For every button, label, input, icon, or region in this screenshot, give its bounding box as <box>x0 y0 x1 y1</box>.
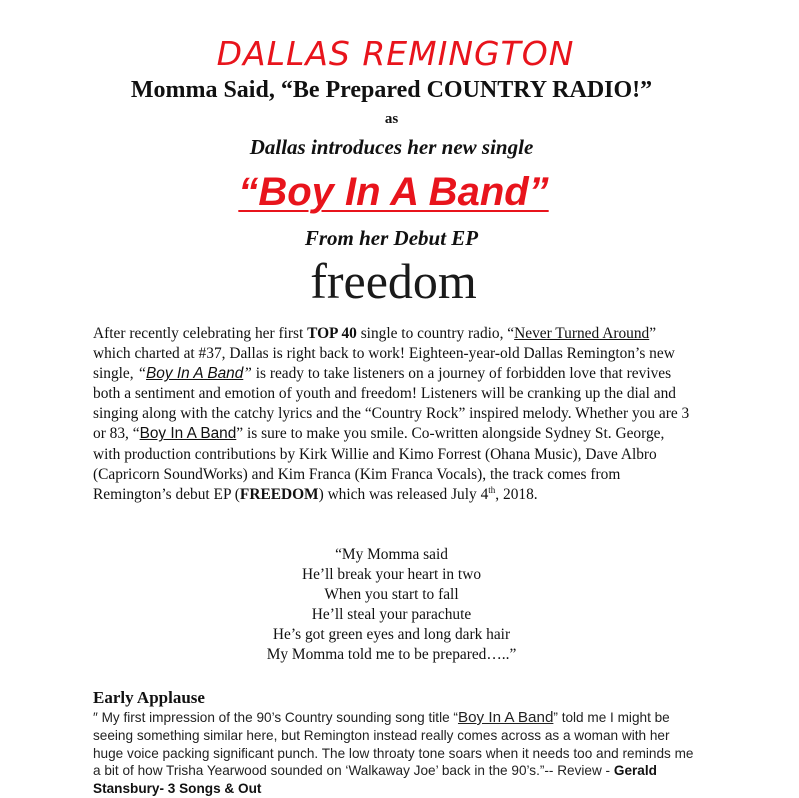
review-text: ″ My first impression of the 90’s Country sounding song title “ <box>93 710 458 725</box>
section-heading-early-applause: Early Applause <box>93 688 205 707</box>
body-text: After recently celebrating her first <box>93 325 308 342</box>
lyric-line: He’ll steal your parachute <box>311 606 472 624</box>
lyric-line: When you start to fall <box>324 586 459 604</box>
review-text: ” told me I might be seeing something similar here, but Remington instead really comes across as a woman with her huge voice packing significant punch. The low throaty tone soars when it needs too and reminds me a bit of how Trisha Yearwood sounded on ‘Walkaway Joe’ back in the 90’s.”-- Review - <box>93 710 694 779</box>
single-title-text: “Boy In A Band” <box>238 170 549 214</box>
ep-logo: freedom <box>310 253 477 309</box>
reviewer-credit: Gerald Stansbury- 3 Songs & Out <box>93 763 657 797</box>
single-title <box>0 170 793 215</box>
single-link-2[interactable]: Boy In A Band <box>139 425 237 443</box>
body-text: ” is sure to make you smile. Co-written alongside Sydney St. George, with production contributions by Kirk Willie and Kimo Forrest (Ohana Music), Dave Albro (Capricorn SoundWorks) and Kim Franca (Kim Franca Vocals), the track comes from Remington’s debut EP ( <box>93 425 665 503</box>
single-link[interactable]: Boy In A Band <box>146 365 244 383</box>
from-ep-line: From her Debut EP <box>304 226 479 250</box>
quote-mark: ” <box>243 365 252 383</box>
ordinal-suffix: th <box>488 484 496 495</box>
press-release-paragraph <box>93 324 693 505</box>
top40-bold: TOP 40 <box>307 325 357 342</box>
artist-name: DALLAS REMINGTON <box>216 34 575 73</box>
as-connector: as <box>384 111 399 127</box>
review-quote <box>93 709 703 798</box>
body-text: is ready to take listeners on a journey of forbidden love that revives both a sentiment and emotion of youth and freedom! Listeners will be cranking up the dial and singing along with the catchy lyrics and the “Country Rock” inspired melody. Whether you are 3 or 83, “ <box>93 365 690 443</box>
lyrics-block <box>0 545 791 666</box>
review-single-link[interactable]: Boy In A Band <box>457 709 554 726</box>
body-text: ) which was released July 4 <box>318 485 489 503</box>
body-text: single to country radio, “ <box>356 325 515 342</box>
lyric-line: My Momma told me to be prepared…..” <box>266 646 517 664</box>
body-text: ” which charted at #37, Dallas is right back to work! Eighteen-year-old Dallas Remington’s new single, <box>93 325 675 383</box>
lyric-line: “My Momma said <box>335 546 448 563</box>
lyric-line: He’s got green eyes and long dark hair <box>272 626 511 644</box>
quote-mark: “ <box>137 365 147 383</box>
intro-line: Dallas introduces her new single <box>249 135 534 159</box>
body-text: , 2018. <box>495 485 538 503</box>
lyric-line: He’ll break your heart in two <box>301 566 482 584</box>
tagline: Momma Said, “Be Prepared COUNTRY RADIO!” <box>130 77 653 103</box>
ep-name-bold: FREEDOM <box>239 485 319 503</box>
prev-single-link[interactable]: Never Turned Around <box>514 325 650 342</box>
